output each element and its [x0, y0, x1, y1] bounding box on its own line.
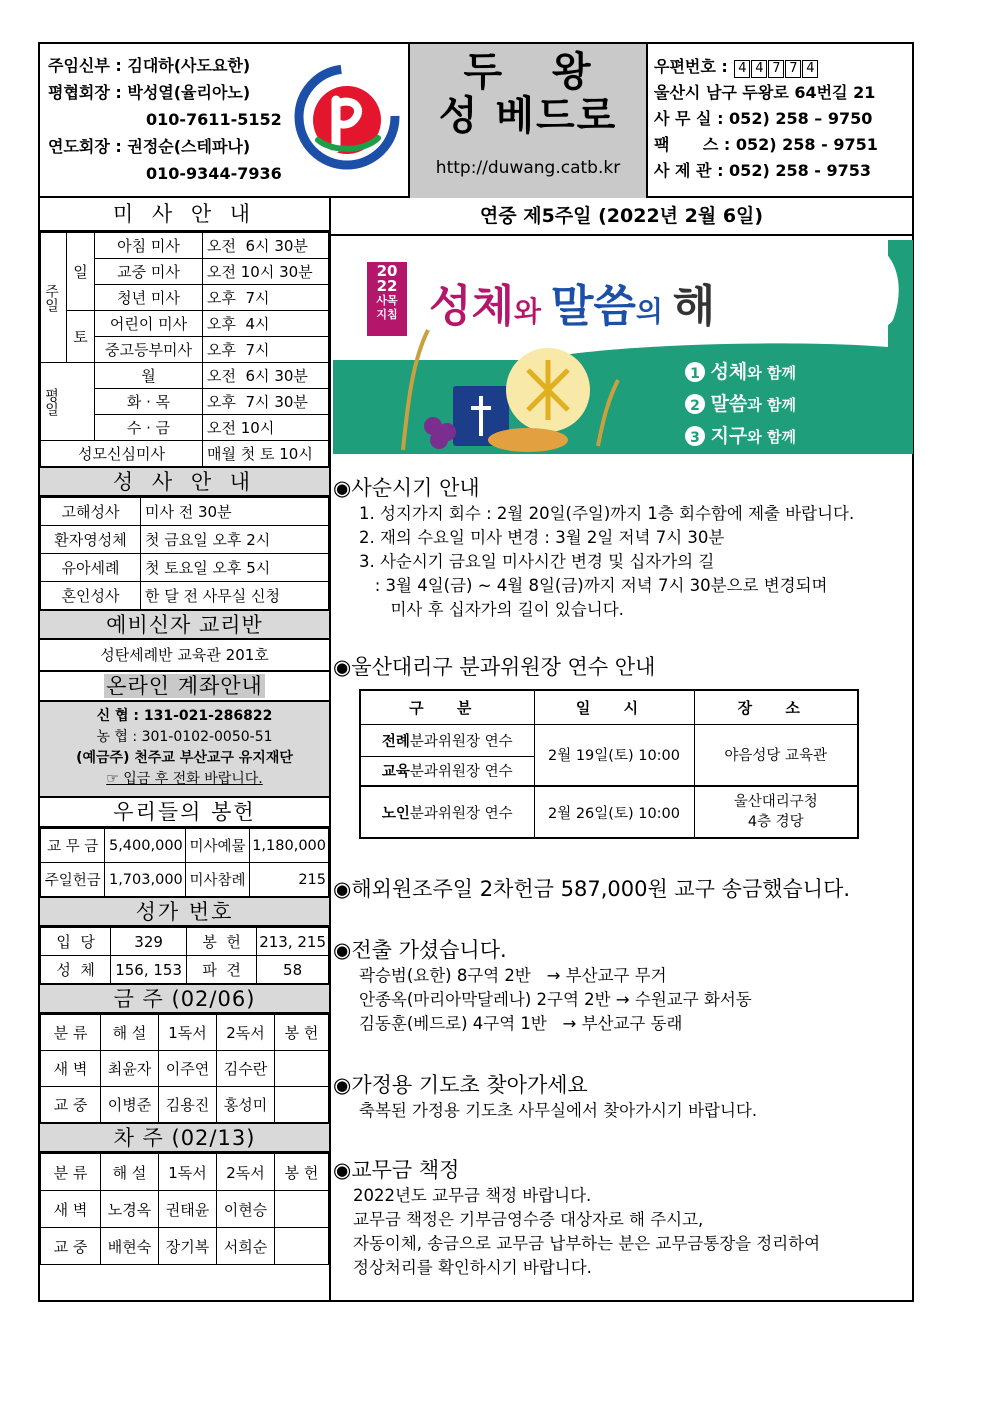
dues-line: 2022년도 교무금 책정 바랍니다. — [353, 1186, 592, 1205]
hymn-number: 213, 215 — [257, 928, 329, 956]
mass-name: 어린이 미사 — [95, 311, 203, 337]
mass-time: 오전 10시 30분 — [203, 259, 329, 285]
minister-name: 노경옥 — [101, 1191, 159, 1228]
this-week-table — [40, 1014, 329, 1123]
minister-name: 최윤자 — [101, 1051, 159, 1087]
mass-time: 오후 7시 — [203, 337, 329, 363]
col-header: 장 소 — [694, 690, 858, 724]
candle-section — [333, 1071, 757, 1123]
deposit-note: ☞ 입금 후 전화 바랍니다. — [106, 771, 263, 787]
transfer-title: ◉전출 가셨습니다. — [333, 938, 507, 962]
zip-boxes — [733, 54, 818, 80]
offering-value: 215 — [250, 863, 329, 897]
hymn-number: 58 — [257, 956, 329, 984]
minister-name: 김수란 — [217, 1051, 275, 1087]
transfer-section — [333, 936, 752, 1036]
row-label: 교 중 — [41, 1228, 101, 1265]
offering-value: 1,703,000 — [105, 863, 185, 897]
lent-section — [333, 474, 854, 622]
transfer-line: 김동훈(베드로) 4구역 1반 → 부산교구 동래 — [359, 1014, 683, 1033]
banner-headline: 성체와 말씀의 해 — [429, 281, 716, 332]
sacrament-name: 환자영성체 — [41, 526, 141, 554]
requiem-president: 연도회장 : 권정순(스테파나) — [48, 137, 251, 156]
mass-name: 교중 미사 — [95, 259, 203, 285]
col-header: 분 류 — [41, 1154, 101, 1191]
training-table — [359, 689, 859, 839]
hymn-label: 봉 헌 — [187, 928, 257, 956]
minister-name: 권태윤 — [159, 1191, 217, 1228]
minister-name: 이현승 — [217, 1191, 275, 1228]
zip-digit: 7 — [785, 60, 801, 78]
hymn-number: 156, 153 — [111, 956, 187, 984]
online-account — [40, 702, 329, 798]
council-phone: 010-7611-5152 — [146, 110, 282, 129]
parish-url[interactable]: http://duwang.catb.kr — [435, 158, 621, 178]
training-place: 울산대리구청 4층 경당 — [694, 786, 858, 838]
dues-title: ◉교무금 책정 — [333, 1158, 460, 1182]
transfer-line: 안종옥(마리아막달레나) 2구역 2반 → 수원교구 화서동 — [359, 990, 752, 1009]
col-header: 분 류 — [41, 1015, 101, 1051]
account-holder: (예금주) 천주교 부산교구 유지재단 — [76, 750, 293, 766]
dues-section — [333, 1156, 820, 1280]
col-header: 1독서 — [159, 1015, 217, 1051]
lent-line: : 3월 4일(금) ~ 4월 8일(금)까지 저녁 7시 30분으로 변경되며 — [359, 576, 828, 595]
contact-info — [654, 54, 912, 184]
minister-name: 이주연 — [159, 1051, 217, 1087]
sacrament-name: 혼인성사 — [41, 582, 141, 610]
training-place: 야음성당 교육관 — [694, 724, 858, 786]
sacrament-time: 첫 토요일 오후 5시 — [141, 554, 329, 582]
sat-label: 토 — [67, 311, 95, 363]
hymn-title: 성가 번호 — [40, 897, 329, 927]
sacrament-title: 성 사 안 내 — [40, 467, 329, 497]
next-week-title: 차 주 (02/13) — [40, 1123, 329, 1153]
zip-digit: 4 — [734, 60, 750, 78]
parish-title-box — [408, 44, 648, 198]
minister-name — [275, 1191, 329, 1228]
offering-label: 미사예물 — [185, 829, 249, 863]
training-title: ◉울산대리구 분과위원장 연수 안내 — [333, 655, 656, 679]
training-date: 2월 19일(토) 10:00 — [534, 724, 694, 786]
offering-value: 5,400,000 — [105, 829, 185, 863]
sun-label: 일 — [67, 233, 95, 311]
mass-name: 중고등부미사 — [95, 337, 203, 363]
offering-label: 교 무 금 — [41, 829, 105, 863]
col-header: 1독서 — [159, 1154, 217, 1191]
dues-line: 교무금 책정은 기부금영수증 대상자로 해 주시고, — [353, 1210, 704, 1229]
lent-line: 미사 후 십자가의 길이 있습니다. — [359, 600, 624, 619]
mass-name: 화 · 목 — [95, 389, 203, 415]
heart-mass-time: 매월 첫 토 10시 — [203, 441, 329, 467]
hymn-label: 파 견 — [187, 956, 257, 984]
col-header: 해 설 — [101, 1154, 159, 1191]
bulletin-frame — [38, 42, 914, 1302]
minister-name: 김용진 — [159, 1087, 217, 1123]
mass-time: 오전 6시 30분 — [203, 233, 329, 259]
candle-title: ◉가정용 기도초 찾아가세요 — [333, 1073, 588, 1097]
this-week-title: 금 주 (02/06) — [40, 984, 329, 1014]
col-header: 해 설 — [101, 1015, 159, 1051]
sacrament-name: 고해성사 — [41, 498, 141, 526]
row-label: 교 중 — [41, 1087, 101, 1123]
zip-digit: 4 — [802, 60, 818, 78]
sacrament-table — [40, 497, 329, 610]
liturgical-date: 연중 제5주일 (2022년 2월 6일) — [331, 198, 912, 236]
sunday-label: 주일 — [43, 283, 59, 312]
nonghyup-account: 농 협 : 301-0102-0050-51 — [96, 729, 273, 745]
minister-name: 이병준 — [101, 1087, 159, 1123]
fax: 팩 스 : 052) 258 - 9751 — [654, 135, 878, 154]
training-name: 교육분과위원장 연수 — [360, 756, 534, 786]
pastoral-banner — [333, 240, 913, 454]
row-label: 새 벽 — [41, 1051, 101, 1087]
offering-value: 1,180,000 — [250, 829, 329, 863]
col-header: 봉 헌 — [275, 1015, 329, 1051]
training-section — [333, 653, 859, 839]
mission-section — [333, 875, 850, 903]
catechumen-text: 성탄세례반 교육관 201호 — [40, 640, 329, 672]
transfer-line: 곽승범(요한) 8구역 2반 → 부산교구 무거 — [359, 966, 667, 985]
sacrament-time: 첫 금요일 오후 2시 — [141, 526, 329, 554]
mass-time: 오전 6시 30분 — [203, 363, 329, 389]
offering-label: 미사참례 — [185, 863, 249, 897]
col-header: 구 분 — [360, 690, 534, 724]
lent-line: 3. 사순시기 금요일 미사시간 변경 및 십자가의 길 — [359, 552, 715, 571]
address: 울산시 남구 두왕로 64번길 21 — [654, 83, 876, 102]
year-tag: 20 22 사목 지침 — [376, 262, 398, 321]
mission-title: ◉해외원조주일 2차헌금 587,000원 교구 송금했습니다. — [333, 877, 851, 901]
banner-list: 1 성체와 함께 2 말씀과 함께 3 지구와 함께 — [690, 361, 796, 447]
training-name: 노인분과위원장 연수 — [360, 786, 534, 838]
minister-name: 장기복 — [159, 1228, 217, 1265]
col-header: 2독서 — [217, 1154, 275, 1191]
pastor: 주임신부 : 김대하(사도요한) — [48, 56, 251, 75]
minister-name — [275, 1228, 329, 1265]
right-column — [331, 198, 912, 1302]
offering-table — [40, 828, 329, 897]
shinhyup-account: 신 협 : 131-021-286822 — [96, 708, 273, 724]
office-phone: 사 무 실 : 052) 258 – 9750 — [654, 109, 873, 128]
training-name: 전례분과위원장 연수 — [360, 724, 534, 756]
mass-time: 오후 7시 30분 — [203, 389, 329, 415]
minister-name — [275, 1051, 329, 1087]
dues-line: 자동이체, 송금으로 교무금 납부하는 분은 교무금통장을 정리하여 — [353, 1234, 821, 1253]
staff-info — [48, 52, 298, 187]
catechumen-title: 예비신자 교리반 — [40, 610, 329, 640]
sacrament-time: 미사 전 30분 — [141, 498, 329, 526]
mass-table — [40, 232, 329, 467]
online-title: 온라인 계좌안내 — [40, 672, 329, 702]
mass-time: 오전 10시 — [203, 415, 329, 441]
rectory-phone: 사 제 관 : 052) 258 - 9753 — [654, 161, 872, 180]
lent-line: 1. 성지가지 회수 : 2월 20일(주일)까지 1층 회수함에 제출 바랍니다. — [359, 504, 855, 523]
next-week-table — [40, 1153, 329, 1265]
lent-title: ◉사순시기 안내 — [333, 476, 480, 500]
training-date: 2월 26일(토) 10:00 — [534, 786, 694, 838]
requiem-phone: 010-9344-7936 — [146, 164, 282, 183]
hymn-label: 입 당 — [41, 928, 111, 956]
zip-digit: 4 — [751, 60, 767, 78]
offering-label: 주일헌금 — [41, 863, 105, 897]
offering-title: 우리들의 봉헌 — [40, 798, 329, 828]
hymn-table — [40, 927, 329, 984]
hymn-number: 329 — [111, 928, 187, 956]
heart-mass-name: 성모신심미사 — [41, 441, 203, 467]
col-header: 일 시 — [534, 690, 694, 724]
mass-title: 미 사 안 내 — [40, 198, 329, 232]
zip-digit: 7 — [768, 60, 784, 78]
col-header: 봉 헌 — [275, 1154, 329, 1191]
mass-name: 청년 미사 — [95, 285, 203, 311]
minister-name — [275, 1087, 329, 1123]
left-column — [40, 198, 331, 1302]
bulletin-header — [40, 44, 912, 198]
parish-logo — [292, 62, 402, 172]
sacrament-time: 한 달 전 사무실 신청 — [141, 582, 329, 610]
row-label: 새 벽 — [41, 1191, 101, 1228]
col-header: 2독서 — [217, 1015, 275, 1051]
weekday-label: 평일 — [43, 387, 59, 416]
mass-name: 월 — [95, 363, 203, 389]
hymn-label: 성 체 — [41, 956, 111, 984]
minister-name: 배현숙 — [101, 1228, 159, 1265]
parish-name: 두 왕 성 베드로 — [438, 49, 618, 139]
minister-name: 서희순 — [217, 1228, 275, 1265]
mass-name: 아침 미사 — [95, 233, 203, 259]
council-president: 평협회장 : 박성열(율리아노) — [48, 83, 251, 102]
mass-name: 수 · 금 — [95, 415, 203, 441]
sacrament-name: 유아세례 — [41, 554, 141, 582]
mass-time: 오후 4시 — [203, 311, 329, 337]
zip-code: 우편번호 : 4 4 7 7 4 — [654, 54, 912, 80]
mass-time: 오후 7시 — [203, 285, 329, 311]
lent-line: 2. 재의 수요일 미사 변경 : 3월 2일 저녁 7시 30분 — [359, 528, 725, 547]
minister-name: 홍성미 — [217, 1087, 275, 1123]
dues-line: 정상처리를 확인하시기 바랍니다. — [353, 1258, 592, 1277]
candle-line: 축복된 가정용 기도초 사무실에서 찾아가시기 바랍니다. — [359, 1101, 758, 1120]
